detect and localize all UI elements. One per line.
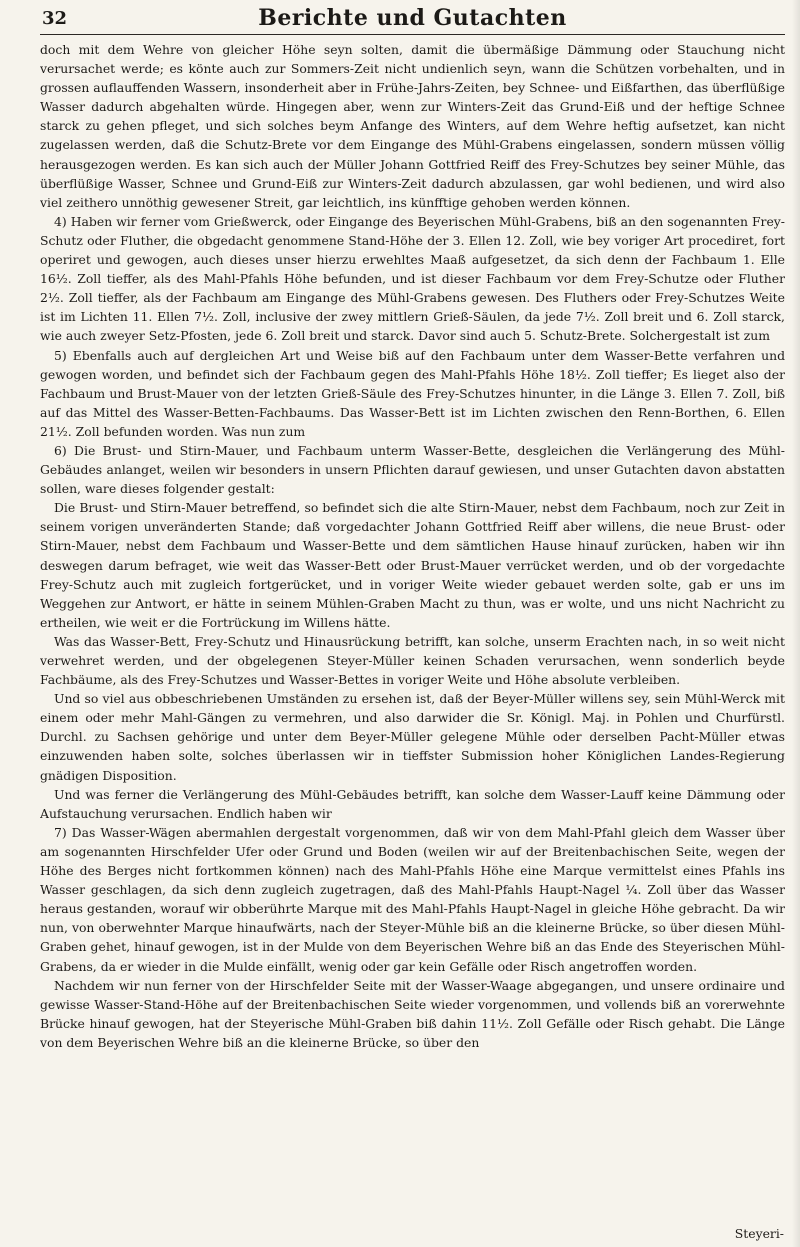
paragraph-final: Nachdem wir nun ferner von der Hirschfelder Seite mit der Wasser-Waage abgegangen, und unsere ordinaire und gewisse Wasser-Stand-Höhe auf der Breitenbachischen Seite wieder vorgenommen, und vollends biß an vorerwehnte Brücke hinauf gewogen, hat der Steyerische Mühl-Graben biß dahin 11½. Zoll Gefälle oder Risch gehabt. Die Länge von dem Beyerischen Wehre biß an die kleinerne Brücke, so über den [40, 977, 785, 1050]
page-header [40, 4, 785, 35]
catchword: Steyeri- [734, 1226, 784, 1241]
paragraph-section-5: 5) Ebenfalls auch auf dergleichen Art und Weise biß auf den Fachbaum unter dem Wasser-Bette verfahren und gewogen worden, und befindet sich der Fachbaum gegen des Mahl-Pfahls Höhe 18½. Zoll tieffer; Es lieget also der Fachbaum und Brust-Mauer von der letzten Grieß-Säule des Frey-Schutzes hinunter, in die Länge 3. Ellen 7. Zoll, biß auf das Mittel des Wasser-Betten-Fachbaums. Das Wasser-Bett ist im Lichten zwischen den Renn-Borthen, 6. Ellen 21½. Zoll befunden worden. Was nun zum [40, 347, 785, 439]
body-text [40, 40, 785, 1240]
paragraph-section-7: 7) Das Wasser-Wägen abermahlen dergestalt vorgenommen, daß wir von dem Mahl-Pfahl gleich dem Wasser über am sogenannten Hirschfelder Ufer oder Grund und Boden (weilen wir auf der Breitenbachischen Seite, wegen der Höhe des Berges nicht fortkommen können) nach des Mahl-Pfahls Höhe eine Marque vermittelst eines Pfahls ins Wasser geschlagen, da sich denn zugleich zugetragen, daß des Mahl-Pfahls Haupt-Nagel ¼. Zoll über das Wasser heraus gestanden, worauf wir obberührte Marque mit des Mahl-Pfahls Haupt-Nagel in gleiche Höhe gebracht. Da wir nun, von oberwehnter Marque hinaufwärts, nach der Steyer-Mühle biß an die kleinerne Brücke, so über diesen Mühl-Graben gehet, hinauf gewogen, ist in der Mulde von dem Beyerischen Wehre biß an das Ende des Steyerischen Mühl-Grabens, da er wieder in die Mulde einfällt, wenig oder gar kein Gefälle oder Risch angetroffen worden. [40, 824, 785, 974]
paragraph-section-6: 6) Die Brust- und Stirn-Mauer, und Fachbaum unterm Wasser-Bette, desgleichen die Verlängerung des Mühl-Gebäudes anlanget, weilen wir besonders in unsern Pflichten darauf gewiesen, und unser Gutachten davon abstatten sollen, ware dieses folgender gestalt: [40, 442, 785, 497]
paragraph-intro: doch mit dem Wehre von gleicher Höhe seyn solten, damit die übermäßige Dämmung oder Stauchung nicht verursachet werde; es könte auch zur Sommers-Zeit nicht undienlich seyn, wann die Schützen vorbehalten, und in grossen auflauffenden Wassern, insonderheit aber in Frühe-Jahrs-Zeiten, bey Schnee- und Eißfarthen, das überflüßige Wasser dadurch abgehalten würde. Hingegen aber, wenn zur Winters-Zeit das Grund-Eiß und der heftige Schnee starck zu gehen pfleget, und sich solches beym Anfange des Winters, auf dem Wehre heftig aufsetzet, kan nicht zugelassen werden, daß die Schutz-Brete vor dem Eingange des Mühl-Grabens eingelassen, sondern müssen völlig herausgezogen werden. Es kan sich auch der Müller Johann Gottfried Reiff des Frey-Schutzes bey seiner Mühle, das überflüßige Wasser, Schnee und Grund-Eiß zur Winters-Zeit dadurch abzulassen, gar wohl bedienen, und wird also viel zeithero unnöthig gewesener Streit, gar leichtlich, ins künfftige gehoben werden können. [40, 42, 785, 210]
page-number: 32 [42, 8, 68, 29]
paragraph-building-length: Und was ferner die Verlängerung des Mühl-Gebäudes betrifft, kan solche dem Wasser-Lauff keine Dämmung oder Aufstauchung verursachen. Endlich haben wir [40, 786, 785, 821]
paragraph-mill-extension: Und so viel aus obbeschriebenen Umständen zu ersehen ist, daß der Beyer-Müller willens sey, sein Mühl-Werck mit einem oder mehr Mahl-Gängen zu vermehren, und also darwider die Sr. Königl. Maj. in Pohlen und Churfürstl. Durchl. zu Sachsen gehörige und unter dem Beyer-Müller gelegene Mühle oder derselben Pacht-Müller etwas einzuwenden haben solte, solches überlassen wir in tieffster Submission hoher Königlichen Landes-Regierung gnädigen Disposition. [40, 691, 785, 783]
paragraph-water-bed: Was das Wasser-Bett, Frey-Schutz und Hinausrückung betrifft, kan solche, unserm Erachten nach, in so weit nicht verwehret werden, und der obgelegenen Steyer-Müller keinen Schaden verursachen, wenn sonderlich beyde Fachbäume, als des Frey-Schutzes und Wasser-Bettes in voriger Weite und Höhe absolute verbleiben. [40, 633, 785, 688]
running-head-title: Berichte und Gutachten [258, 5, 567, 31]
paragraph-wall: Die Brust- und Stirn-Mauer betreffend, so befindet sich die alte Stirn-Mauer, nebst dem Fachbaum, noch zur Zeit in seinem vorigen unveränderten Stande; daß vorgedachter Johann Gottfried Reiff aber willens, die neue Brust- oder Stirn-Mauer, nebst dem Fachbaum und Wasser-Bette und dem sämtlichen Hause hinauf zurücken, haben wir ihn deswegen darum befraget, wie weit das Wasser-Bett oder Brust-Mauer verrücket werden, und ob der vorgedachte Frey-Schutz auch mit zugleich fortgerücket, und in voriger Weite wieder gebauet werden solte, gab er uns im Weggehen zur Antwort, er hätte in seinem Mühlen-Graben Macht zu thun, was er wolte, und uns nicht Nachricht zu ertheilen, wie weit er die Fortrückung im Willens hätte. [40, 500, 785, 630]
paragraph-section-4: 4) Haben wir ferner vom Grießwerck, oder Eingange des Beyerischen Mühl-Grabens, biß an den sogenannten Frey-Schutz oder Fluther, die obgedacht genommene Stand-Höhe der 3. Ellen 12. Zoll, wie bey voriger Art procediret, fort operiret und gewogen, auch dieses unser hierzu erwehltes Maaß aufgesetzet, da sich denn der Fachbaum 1. Elle 16½. Zoll tieffer, als des Mahl-Pfahls Höhe befunden, und ist dieser Fachbaum vor dem Frey-Schutze oder Fluther 2½. Zoll tieffer, als der Fachbaum am Eingange des Mühl-Grabens gewesen. Des Fluthers oder Frey-Schutzes Weite ist im Lichten 11. Ellen 7½. Zoll, inclusive der zwey mittlern Grieß-Säulen, da jede 7½. Zoll breit und 6. Zoll starck, wie auch zweyer Setz-Pfosten, jede 6. Zoll breit und starck. Davor sind auch 5. Schutz-Brete. Solchergestalt ist zum [40, 213, 785, 344]
page-edge-shadow [792, 0, 800, 1247]
